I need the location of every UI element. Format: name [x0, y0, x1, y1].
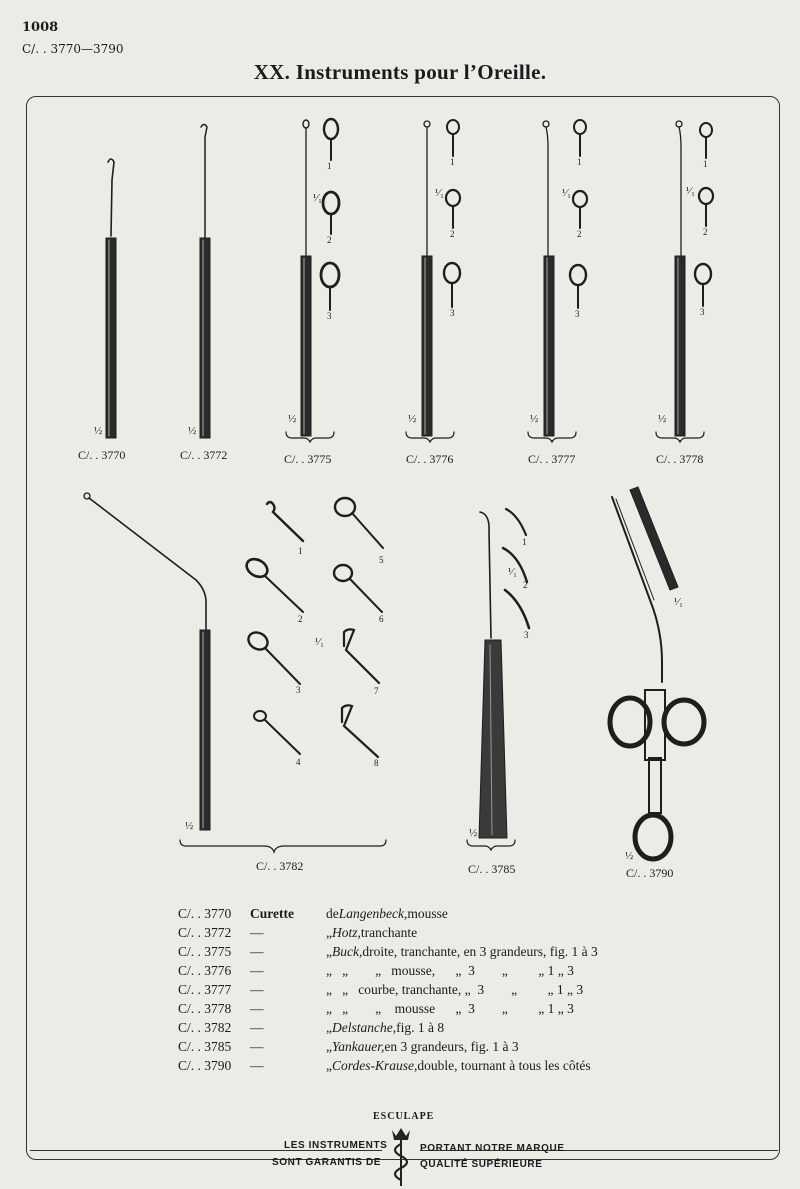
- fig-number: 2: [298, 614, 303, 624]
- item-type: —: [250, 1058, 264, 1073]
- desc-text: „: [326, 1058, 332, 1073]
- fig-number: 6: [379, 614, 384, 624]
- curette-3772-drawing: [200, 125, 210, 439]
- figure-label: C/. . 3790: [626, 866, 674, 880]
- description-row: [178, 944, 598, 963]
- description-row: [178, 963, 598, 982]
- forceps-3790-drawing: [610, 487, 704, 859]
- scale-3775: ½: [288, 413, 297, 425]
- description-row: [178, 1058, 598, 1077]
- desc-text: en 3 grandeurs, fig. 1 à 3: [384, 1039, 519, 1054]
- curette-3777-drawing: [543, 120, 587, 436]
- desc-text: „ „ „ mousse, „ 3 „ „ 1 „ 3: [326, 963, 574, 978]
- fig-number: 1: [577, 157, 582, 167]
- item-code: C/. . 3776: [178, 963, 232, 978]
- desc-text: de: [326, 906, 339, 921]
- figure-label: C/. . 3772: [180, 448, 228, 462]
- desc-text: double, tournant à tous les côtés: [417, 1058, 591, 1073]
- fig-number: 1: [298, 546, 303, 556]
- description-row: [178, 925, 598, 944]
- fig-number: 3: [700, 307, 705, 317]
- maker-name: Hotz,: [332, 925, 361, 940]
- item-type: —: [250, 963, 264, 978]
- figure-label: C/. . 3770: [78, 448, 126, 462]
- fig-number: 2: [577, 229, 582, 239]
- item-type: —: [250, 1039, 264, 1054]
- scale-3778-tips: ¹⁄₁: [686, 185, 695, 197]
- fig-number: 1: [450, 157, 455, 167]
- fig-number: 3: [575, 309, 580, 319]
- curette-3776-drawing: [422, 120, 460, 436]
- desc-text: droite, tranchante, en 3 grandeurs, fig. 1 à 3: [362, 944, 598, 959]
- fig-number: 4: [296, 757, 301, 767]
- brand-name: ESCULAPE: [373, 1111, 435, 1122]
- figure-label: C/. . 3782: [256, 859, 304, 873]
- fig-number: 2: [523, 580, 528, 590]
- fig-number: 3: [524, 630, 529, 640]
- desc-text: „ „ courbe, tranchante, „ 3 „ „ 1 „ 3: [326, 982, 584, 997]
- scale-3777: ½: [530, 413, 539, 425]
- desc-text: „: [326, 944, 332, 959]
- scale-3778: ½: [658, 413, 667, 425]
- item-code: C/. . 3772: [178, 925, 232, 940]
- fig-number: 7: [374, 686, 379, 696]
- item-code: C/. . 3790: [178, 1058, 232, 1073]
- description-row: [178, 1001, 598, 1020]
- scale-3772: ½: [188, 425, 197, 437]
- desc-text: mousse: [407, 906, 448, 921]
- guarantee-text: PORTANT NOTRE MARQUE: [420, 1143, 565, 1154]
- item-code: C/. . 3775: [178, 944, 232, 959]
- top-braces: [286, 432, 704, 442]
- item-type: Curette: [250, 906, 294, 921]
- maker-name: Delstanche,: [332, 1020, 397, 1035]
- scale-3776: ½: [408, 413, 417, 425]
- curette-3775-drawing: [301, 119, 339, 436]
- scale-3782: ½: [185, 820, 194, 832]
- catalog-range: C/. . 3770—3790: [22, 42, 124, 56]
- figure-label: C/. . 3777: [528, 452, 576, 466]
- curette-3770-drawing: [106, 159, 116, 438]
- desc-text: fig. 1 à 8: [396, 1020, 445, 1035]
- item-type: —: [250, 1020, 264, 1035]
- fig-number: 5: [379, 555, 384, 565]
- item-code: C/. . 3778: [178, 1001, 232, 1016]
- maker-name: Yankauer,: [332, 1039, 385, 1054]
- fig-number: 1: [327, 161, 332, 171]
- fig-number: 1: [703, 159, 708, 169]
- scale-3770: ½: [94, 425, 103, 437]
- fig-number: 2: [327, 235, 332, 245]
- scale-3782-tips: ¹⁄₁: [315, 636, 324, 648]
- scale-3785: ½: [469, 827, 478, 839]
- figure-label: C/. . 3776: [406, 452, 454, 466]
- caduceus-logo-icon: [384, 1124, 418, 1188]
- figure-label: C/. . 3775: [284, 452, 332, 466]
- description-row: [178, 1039, 598, 1058]
- desc-text: „ „ „ mousse „ 3 „ „ 1 „ 3: [326, 1001, 574, 1016]
- item-type: —: [250, 1001, 264, 1016]
- item-type: —: [250, 944, 264, 959]
- figure-label: C/. . 3785: [468, 862, 516, 876]
- item-code: C/. . 3785: [178, 1039, 232, 1054]
- scale-3776-tips: ¹⁄₁: [435, 187, 444, 199]
- maker-name: Buck,: [332, 944, 363, 959]
- maker-name: Cordes-Krause,: [332, 1058, 418, 1073]
- figure-label: C/. . 3778: [656, 452, 704, 466]
- fig-number: 3: [327, 311, 332, 321]
- description-row: [178, 982, 598, 1001]
- scale-3777-tips: ¹⁄₁: [562, 187, 571, 199]
- page-title: XX. Instruments pour l’Oreille.: [253, 60, 547, 84]
- fig-number: 1: [522, 537, 527, 547]
- desc-text: „: [326, 1020, 332, 1035]
- scale-3790-detail: ¹⁄₁: [674, 596, 683, 608]
- item-code: C/. . 3777: [178, 982, 232, 997]
- item-code: C/. . 3770: [178, 906, 232, 921]
- guarantee-text: LES INSTRUMENTS: [284, 1140, 388, 1151]
- scale-3785-tips: ¹⁄₁: [508, 566, 517, 578]
- fig-number: 2: [703, 227, 708, 237]
- guarantee-text: SONT GARANTIS DE: [272, 1157, 382, 1168]
- curette-3782-drawing: [84, 493, 386, 852]
- guarantee-text: QUALITÉ SUPÉRIEURE: [420, 1159, 543, 1170]
- desc-text: tranchante: [360, 925, 418, 940]
- fig-number: 3: [296, 685, 301, 695]
- fig-number: 8: [374, 758, 379, 768]
- scale-3790: ½: [625, 850, 634, 862]
- scale-3775-tips: ¹⁄₁: [313, 192, 322, 204]
- description-list: [178, 906, 598, 1077]
- description-row: [178, 906, 598, 925]
- item-type: —: [250, 925, 264, 940]
- desc-text: „: [326, 1039, 332, 1054]
- maker-name: Langenbeck,: [338, 906, 408, 921]
- description-row: [178, 1020, 598, 1039]
- item-type: —: [250, 982, 264, 997]
- page-number: 1008: [22, 20, 59, 35]
- fig-number: 2: [450, 229, 455, 239]
- fig-number: 3: [450, 308, 455, 318]
- curette-3785-drawing: [467, 509, 529, 850]
- desc-text: „: [326, 925, 332, 940]
- item-code: C/. . 3782: [178, 1020, 232, 1035]
